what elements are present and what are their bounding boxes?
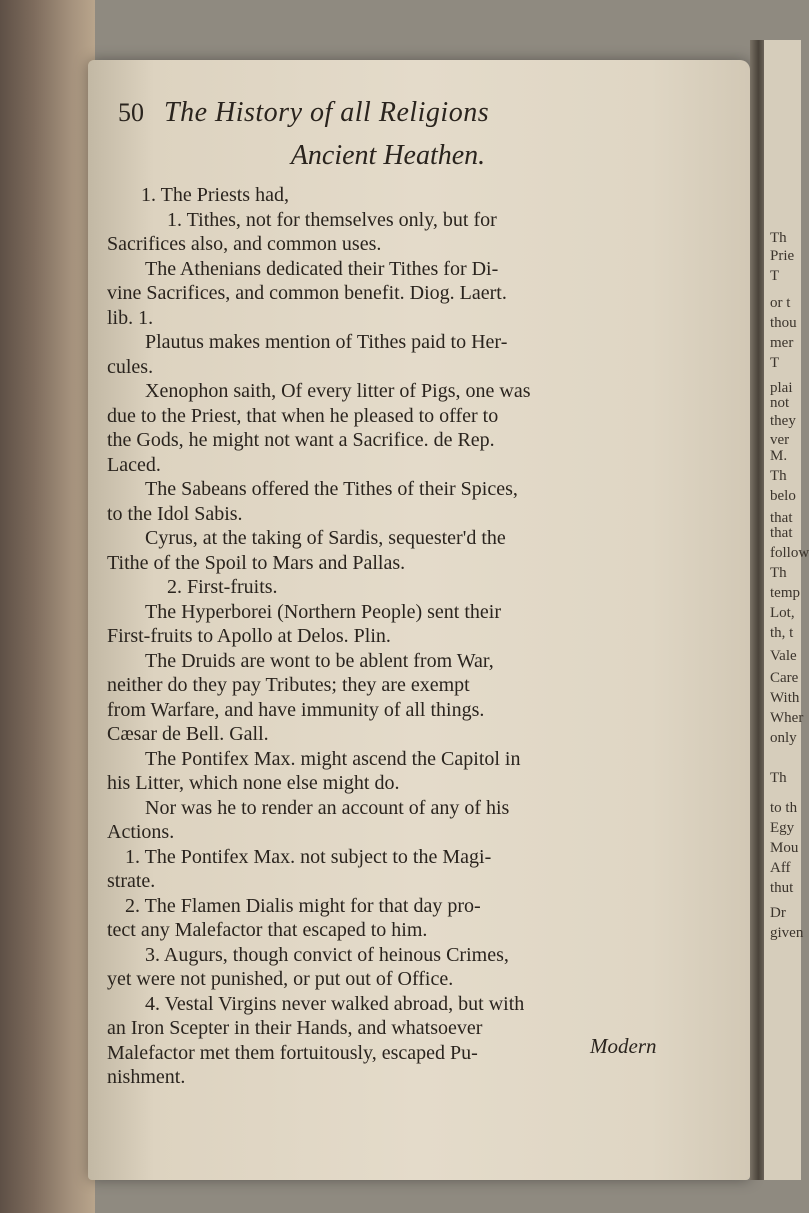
adjacent-page-fragment: Care: [770, 670, 799, 686]
body-text: [107, 183, 727, 1090]
text-line: Laced.: [107, 453, 161, 476]
section-title: Ancient Heathen.: [290, 140, 486, 171]
adjacent-page-fragment: Th: [770, 565, 787, 581]
adjacent-page-fragment: Wher: [770, 710, 804, 726]
text-line: 2. The Flamen Dialis might for that day pro-: [125, 894, 481, 917]
adjacent-page-fragment: plai: [770, 380, 793, 396]
text-line: cules.: [107, 355, 154, 378]
text-line: Plautus makes mention of Tithes paid to Her-: [145, 331, 508, 353]
adjacent-page-fragment: Lot,: [770, 605, 795, 621]
adjacent-page-fragment: that: [770, 525, 793, 541]
text-line: The Pontifex Max. might ascend the Capitol in: [145, 747, 521, 770]
adjacent-page-fragment: M.: [770, 448, 788, 464]
text-line: First-fruits to Apollo at Delos. Plin.: [107, 625, 391, 647]
adjacent-page-fragment: Th: [770, 230, 787, 246]
text-line: the Gods, he might not want a Sacrifice. de Rep.: [107, 429, 495, 451]
adjacent-page-fragment: Prie: [770, 248, 795, 264]
text-line: Cyrus, at the taking of Sardis, sequester'd the: [145, 527, 506, 549]
running-title: The History of all Religions: [164, 97, 490, 128]
page-number: 50: [118, 98, 144, 127]
text-line: from Warfare, and have immunity of all things.: [107, 698, 485, 721]
text-line: due to the Priest, that when he pleased to offer to: [107, 404, 499, 427]
text-line: 2. First-fruits.: [167, 576, 278, 598]
adjacent-page-fragment: thou: [770, 315, 797, 331]
adjacent-page-fragment: Vale: [770, 648, 797, 664]
text-line: 1. The Priests had,: [141, 184, 289, 206]
text-line: tect any Malefactor that escaped to him.: [107, 919, 428, 941]
adjacent-page-fragment: to th: [770, 800, 798, 816]
adjacent-page-fragment: ver: [770, 432, 790, 448]
text-line: 4. Vestal Virgins never walked abroad, but with: [145, 992, 525, 1015]
adjacent-page-fragment: given: [770, 925, 804, 941]
adjacent-page-fragment: follow: [770, 545, 809, 561]
text-line: Xenophon saith, Of every litter of Pigs, one was: [145, 380, 531, 402]
adjacent-page: [764, 40, 809, 1180]
text-line: nishment.: [107, 1066, 186, 1088]
text-line: 1. The Pontifex Max. not subject to the Magi-: [125, 845, 492, 868]
text-line: The Athenians dedicated their Tithes for Di-: [145, 257, 499, 280]
text-line: Tithe of the Spoil to Mars and Pallas.: [107, 551, 406, 574]
adjacent-page-fragment: mer: [770, 335, 794, 351]
text-line: Cæsar de Bell. Gall.: [107, 723, 269, 745]
adjacent-page-fragment: temp: [770, 585, 800, 601]
text-line: 1. Tithes, not for themselves only, but for: [167, 208, 497, 231]
adjacent-page-fragment: Th: [770, 770, 787, 786]
adjacent-page-fragment: With: [770, 690, 800, 706]
adjacent-page-fragment: Egy: [770, 820, 795, 836]
adjacent-page-fragment: T: [770, 268, 780, 284]
adjacent-page-fragment: Th: [770, 468, 787, 484]
text-line: Sacrifices also, and common uses.: [107, 233, 382, 255]
adjacent-page-fragment: Mou: [770, 840, 799, 856]
adjacent-page-fragment: Aff: [770, 860, 791, 876]
adjacent-page-fragment: that: [770, 510, 793, 526]
text-line: strate.: [107, 870, 156, 892]
adjacent-page-fragment: belo: [770, 488, 796, 504]
adjacent-page-fragment: they: [770, 413, 796, 429]
page-gutter: [750, 40, 764, 1180]
adjacent-page-fragment: or t: [770, 295, 791, 311]
book-spine-edge: [0, 0, 95, 1213]
adjacent-page-fragment: th, t: [770, 625, 794, 641]
text-line: an Iron Scepter in their Hands, and whatsoever: [107, 1017, 483, 1039]
text-line: The Hyperborei (Northern People) sent their: [145, 600, 501, 623]
page-header: [118, 97, 718, 137]
adjacent-page-fragment: only: [770, 730, 797, 746]
text-line: The Druids are wont to be ablent from War,: [145, 649, 494, 672]
text-line: his Litter, which none else might do.: [107, 772, 400, 794]
catchword: Modern: [590, 1034, 657, 1058]
adjacent-page-fragment: T: [770, 355, 780, 371]
text-line: lib. 1.: [107, 306, 154, 329]
adjacent-page-fragment: not: [770, 395, 790, 411]
adjacent-page-fragment: thut: [770, 880, 794, 896]
text-line: Nor was he to render an account of any of his: [145, 796, 510, 819]
text-line: to the Idol Sabis.: [107, 502, 243, 525]
text-line: yet were not punished, or put out of Office.: [107, 968, 454, 990]
text-line: Actions.: [107, 821, 175, 843]
text-line: Malefactor met them fortuitously, escaped Pu-: [107, 1041, 478, 1064]
text-line: vine Sacrifices, and common benefit. Diog. Laert.: [107, 282, 507, 304]
text-line: neither do they pay Tributes; they are exempt: [107, 674, 470, 696]
text-line: 3. Augurs, though convict of heinous Crimes,: [145, 943, 509, 966]
adjacent-page-fragment: Dr: [770, 905, 786, 921]
text-line: The Sabeans offered the Tithes of their Spices,: [145, 478, 518, 500]
